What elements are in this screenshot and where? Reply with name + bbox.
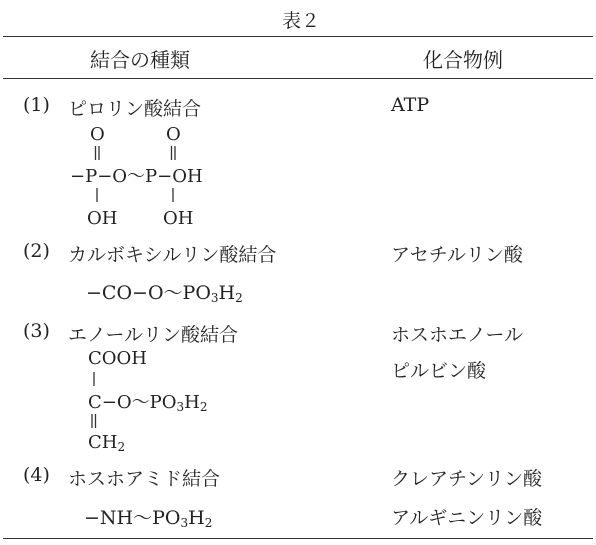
table-caption: 表２ [282, 10, 321, 32]
row-number: (2) [23, 240, 50, 262]
formula-text: H [188, 507, 205, 529]
formula-subscript: 3 [210, 291, 219, 305]
methylene-label: CH2 [88, 432, 126, 454]
bond-formula [86, 278, 243, 305]
header-rule [3, 78, 593, 79]
enolphosphate-structure [60, 344, 280, 456]
oxygen-label: O [90, 124, 105, 145]
bond-name: カルボキシルリン酸結合 [68, 244, 277, 266]
formula-subscript: 2 [204, 516, 213, 530]
row-number: (4) [23, 464, 50, 486]
top-rule [3, 36, 593, 37]
hydroxyl-label: OH [163, 208, 194, 229]
formula-text: −NH〜PO [84, 507, 181, 529]
bond-formula [84, 503, 212, 530]
column-header-bond-type: 結合の種類 [90, 48, 190, 72]
bond-name: ピロリン酸結合 [68, 98, 202, 120]
formula-text: −CO−O〜PO [86, 282, 211, 304]
compound-example: クレアチンリン酸 [391, 468, 543, 490]
oxygen-label: O [166, 124, 181, 145]
bottom-rule [3, 538, 593, 539]
column-header-compound-example: 化合物例 [423, 48, 503, 72]
compound-example: アルギニンリン酸 [391, 507, 543, 529]
compound-example: ピルビン酸 [391, 360, 487, 382]
compound-example: ホスホエノール [391, 324, 524, 346]
phosphate-chain: −P−O〜P−OH [70, 166, 203, 187]
formula-subscript: 3 [180, 516, 189, 530]
enol-phosphate-chain: C−O〜PO3H2 [88, 392, 208, 414]
carboxyl-label: COOH [88, 348, 147, 369]
compound-example: ATP [391, 94, 430, 116]
bond-name: エノールリン酸結合 [68, 324, 239, 346]
bond-name: ホスホアミド結合 [68, 468, 221, 490]
formula-subscript: 2 [235, 291, 243, 305]
pyrophosphate-structure [60, 118, 260, 230]
compound-example: アセチルリン酸 [391, 244, 523, 266]
row-number: (3) [23, 320, 50, 342]
formula-text: H [218, 282, 236, 304]
row-number: (1) [23, 94, 50, 116]
hydroxyl-label: OH [87, 208, 118, 229]
